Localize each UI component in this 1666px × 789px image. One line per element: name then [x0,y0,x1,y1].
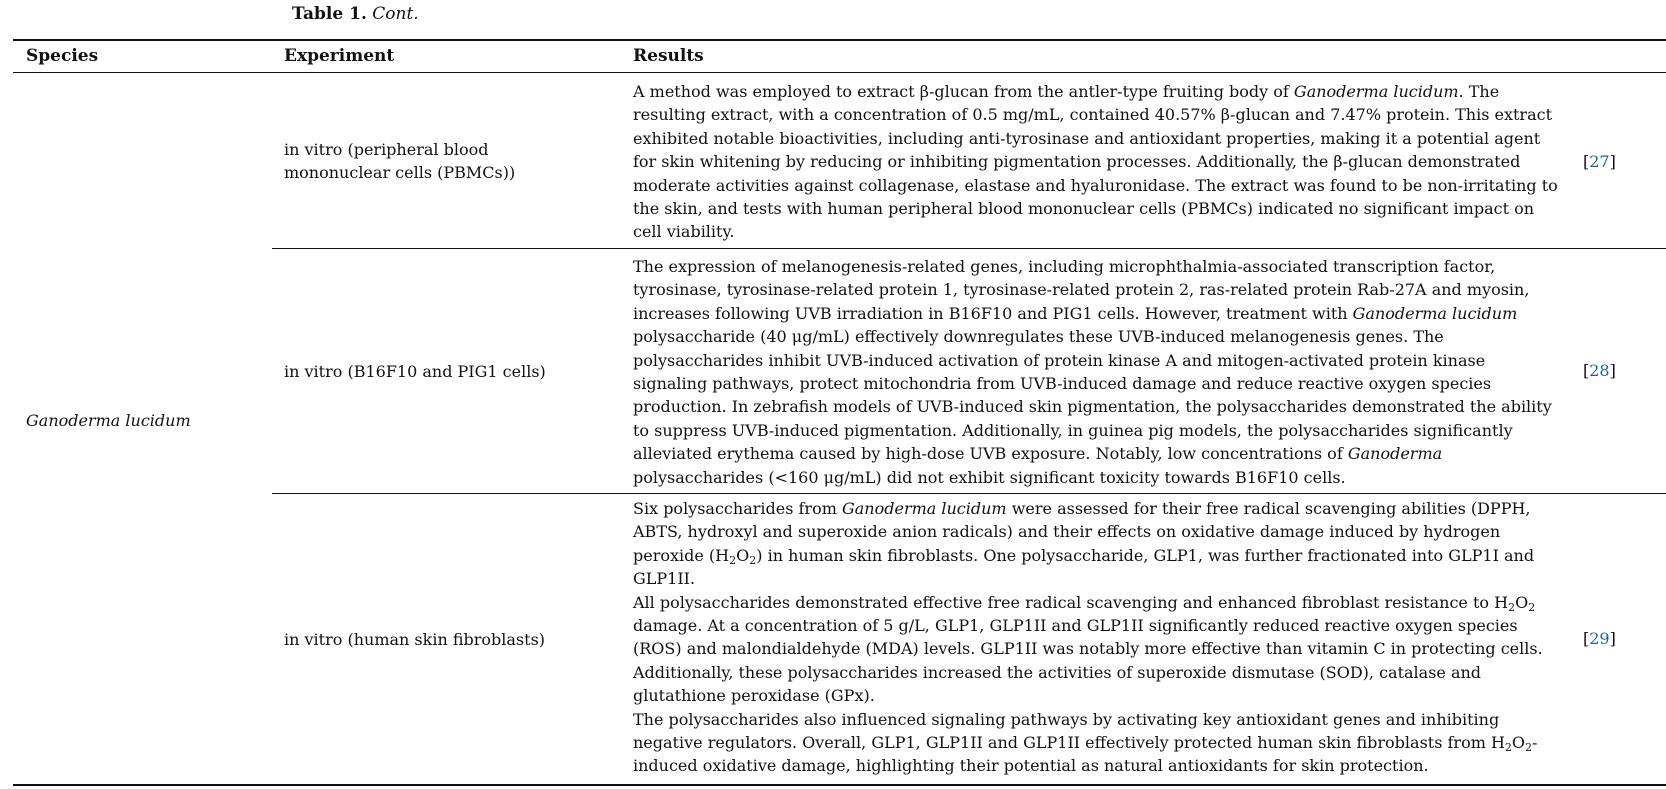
ref-cell-3: [29] [1583,629,1616,648]
table-label: Table 1. [292,4,367,24]
header-experiment: Experiment [284,46,395,66]
results-paragraph-3: The polysaccharides also influenced signaling pathways by activating key antioxidant genes and inhibiting negative regulators. Overall, GLP1, GLP1II and GLP1II effectively protected human skin fibroblasts from $H_2O_2$-induced oxidative damage, highlighting their potential as natural antioxidants for skin protection. [633,709,1538,776]
header-results: Results [633,46,704,66]
results-paragraph: A method was employed to extract β-glucan from the antler-type fruiting body of Ganoderma lucidum. The resulting extract, with a concentration of 0.5 mg/mL, contained 40.57% β-glucan and 7.47% protein. This extract exhibited notable bioactivities, including anti-tyrosinase and antioxidant properties, making it a potential agent for skin whitening by reducing or inhibiting pigmentation processes. Additionally, the β-glucan demonstrated moderate activities against collagenase, elastase and hyaluronidase. The extract was found to be non-irritating to the skin, and tests with human peripheral blood mononuclear cells (PBMCs) indicated no significant impact on cell viability. [633,82,1558,242]
citation-link-27[interactable]: 27 [1589,152,1610,171]
ref-cell-1: [27] [1583,152,1616,171]
results-paragraph-1: Six polysaccharides from Ganoderma lucidum were assessed for their free radical scavenging abilities (DPPH, ABTS, hydroxyl and superoxide anion radicals) and their effects on oxidative damage induced by hydrogen peroxide $(H_2O_2)$ in human skin fibroblasts. One polysaccharide, GLP1, was further fractionated into GLP1I and GLP1II. [633,499,1535,589]
header-bottom-rule [13,72,1666,73]
citation-link-28[interactable]: 28 [1589,361,1610,380]
table-top-rule [13,39,1666,41]
citation-link-29[interactable]: 29 [1589,629,1610,648]
results-paragraph-2: All polysaccharides demonstrated effective free radical scavenging and enhanced fibroblast resistance to $H_2O_2$ damage. At a concentration of 5 g/L, GLP1, GLP1II and GLP1II significantly reduced reactive oxygen species (ROS) and malondialdehyde (MDA) levels. GLP1II was notably more effective than vitamin C in protecting cells. Additionally, these polysaccharides increased the activities of superoxide dismutase (SOD), catalase and glutathione peroxidase (GPx). [633,592,1543,706]
ref-cell-2: [28] [1583,361,1616,380]
table-caption [292,3,419,25]
experiment-cell-1: in vitro (peripheral blood mononuclear cells (PBMCs)) [284,140,516,183]
experiment-cell-3: in vitro (human skin fibroblasts) [284,630,546,649]
results-cell-1 [633,80,1563,244]
results-cell-3 [633,497,1563,778]
results-paragraph: The expression of melanogenesis-related genes, including microphthalmia-associated transcription factor, tyrosinase, tyrosinase-related protein 1, tyrosinase-related protein 2, ras-related protein Rab-27A and myosin, increases following UVB irradiation in B16F10 and PIG1 cells. However, treatment with Ganoderma lucidum polysaccharide (40 μg/mL) effectively downregulates these UVB-induced melanogenesis genes. The polysaccharides inhibit UVB-induced activation of protein kinase A and mitogen-activated protein kinase signaling pathways, protect mitochondria from UVB-induced damage and reduce reactive oxygen species production. In zebrafish models of UVB-induced skin pigmentation, the polysaccharides demonstrated the ability to suppress UVB-induced pigmentation. Additionally, in guinea pig models, the polysaccharides significantly alleviated erythema caused by high-dose UVB exposure. Notably, low concentrations of Ganoderma polysaccharides (<160 μg/mL) did not exhibit significant toxicity towards B16F10 cells. [633,257,1552,487]
table-cont: Cont. [372,4,419,24]
experiment-cell-2: in vitro (B16F10 and PIG1 cells) [284,362,546,381]
row-divider-2 [272,493,1666,494]
row-divider-1 [272,248,1666,249]
header-species: Species [26,46,99,66]
results-cell-2 [633,255,1563,489]
table-bottom-rule [13,784,1666,786]
species-cell: Ganoderma lucidum [26,411,191,430]
